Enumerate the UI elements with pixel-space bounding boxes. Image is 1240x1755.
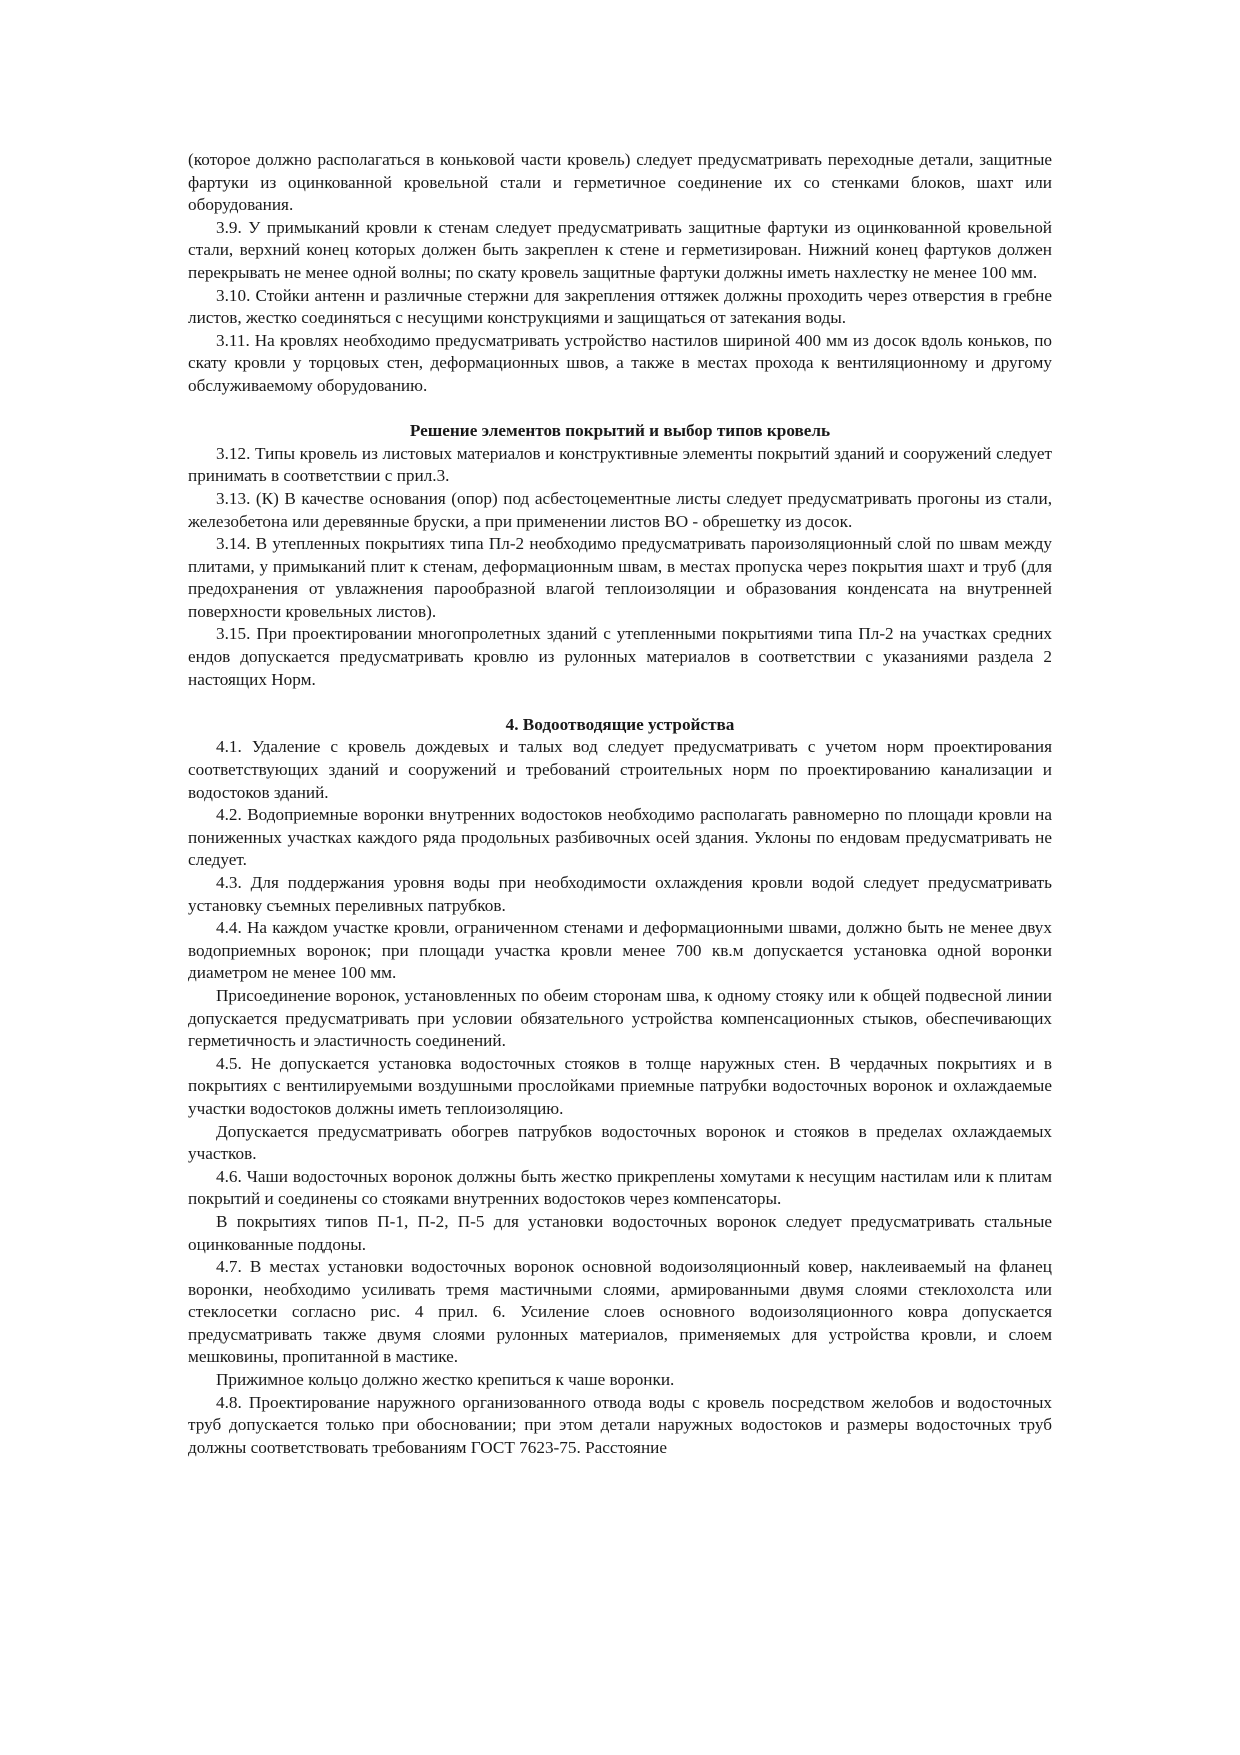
spacer: [188, 691, 1052, 714]
paragraph-4-7-continued: Прижимное кольцо должно жестко крепиться к чаше воронки.: [216, 1370, 675, 1390]
paragraph-4-4-continued: Присоединение воронок, установленных по обеим сторонам шва, к одному стояку или к общей подвесной линии допускается предусматривать при условии обязательного устройства компенсационных стыков, обеспечивающих герметичность и эластичность соединений.: [188, 985, 1052, 1051]
paragraph-4-4: 4.4. На каждом участке кровли, ограниченном стенами и деформационными швами, должно быть не менее двух водоприемных воронок; при площади участка кровли менее 700 кв.м допускается установка одной воронки диаметром не менее 100 мм.: [188, 918, 1052, 983]
paragraph: (которое должно располагаться в коньковой части кровель) следует предусматривать переходные детали, защитные фартуки из оцинкованной кровельной стали и герметичное соединение их со стенками блоков, шахт или оборудования.: [188, 150, 1052, 215]
paragraph-4-6: 4.6. Чаши водосточных воронок должны быть жестко прикреплены хомутами к несущим настилам или к плитам покрытий и соединены со стояками внутренних водостоков через компенсаторы.: [188, 1166, 1052, 1209]
paragraph-4-7: 4.7. В местах установки водосточных воронок основной водоизоляционный ковер, наклеиваемый на фланец воронки, необходимо усиливать тремя мастичными слоями, армированными двумя слоями стеклохолста или стеклосетки согласно рис. 4 прил. 6. Усиление слоев основного водоизоляционного ковра допускается предусматривать также двумя слоями рулонных материалов, применяемых для устройства кровли, и слоем мешковины, пропитанной в мастике.: [188, 1257, 1052, 1367]
paragraph-4-8: 4.8. Проектирование наружного организованного отвода воды с кровель посредством желобов и водосточных труб допускается только при обосновании; при этом детали наружных водостоков и размеры водосточных труб должны соответствовать требованиям ГОСТ 7623-75. Расстояние: [188, 1392, 1052, 1457]
spacer: [188, 398, 1052, 421]
paragraph-3-13: 3.13. (К) В качестве основания (опор) под асбестоцементные листы следует предусматривать прогоны из стали, железобетона или деревянные бруски, а при применении листов ВО - обрешетку из досок.: [188, 488, 1052, 531]
paragraph-4-6-continued: В покрытиях типов П-1, П-2, П-5 для установки водосточных воронок следует предусматривать стальные оцинкованные поддоны.: [188, 1211, 1052, 1254]
document-page: [188, 149, 1052, 1459]
paragraph-3-11: 3.11. На кровлях необходимо предусматривать устройство настилов шириной 400 мм из досок вдоль коньков, по скату кровли у торцовых стен, деформационных швов, а также в местах прохода к вентиляционному и другому обслуживаемому оборудованию.: [188, 330, 1052, 395]
paragraph-4-5-continued: Допускается предусматривать обогрев патрубков водосточных воронок и стояков в пределах охлаждаемых участков.: [188, 1121, 1052, 1164]
paragraph-4-5: 4.5. Не допускается установка водосточных стояков в толще наружных стен. В чердачных покрытиях и в покрытиях с вентилируемыми воздушными прослойками приемные патрубки водосточных воронок и охлаждаемые участки водостоков должны иметь теплоизоляцию.: [188, 1053, 1052, 1118]
paragraph-4-1: 4.1. Удаление с кровель дождевых и талых вод следует предусматривать с учетом норм проектирования соответствующих зданий и сооружений и требований строительных норм по проектированию канализации и водостоков зданий.: [188, 737, 1052, 802]
section-heading-drainage: 4. Водоотводящие устройства: [505, 714, 735, 734]
paragraph-4-2: 4.2. Водоприемные воронки внутренних водостоков необходимо располагать равномерно по площади кровли на пониженных участках каждого ряда продольных разбивочных осей здания. Уклоны по ендовам предусматривать не следует.: [188, 805, 1052, 870]
paragraph-3-9: 3.9. У примыканий кровли к стенам следует предусматривать защитные фартуки из оцинкованной кровельной стали, верхний конец которых должен быть закреплен к стене и герметизирован. Нижний конец фартуков должен перекрывать не менее одной волны; по скату кровель защитные фартуки должны иметь нахлестку не менее 100 мм.: [188, 217, 1052, 282]
paragraph-3-10: 3.10. Стойки антенн и различные стержни для закрепления оттяжек должны проходить через отверстия в гребне листов, жестко соединяться с несущими конструкциями и защищаться от затекания воды.: [188, 285, 1052, 328]
paragraph-3-14: 3.14. В утепленных покрытиях типа Пл-2 необходимо предусматривать пароизоляционный слой по швам между плитами, у примыканий плит к стенам, деформационным швам, в местах пропуска через покрытия шахт и труб (для предохранения от увлажнения парообразной влагой теплоизоляции и образования конденсата на внутренней поверхности кровельных листов).: [188, 534, 1052, 621]
paragraph-3-12: 3.12. Типы кровель из листовых материалов и конструктивные элементы покрытий зданий и сооружений следует принимать в соответствии с прил.3.: [188, 443, 1052, 486]
paragraph-3-15: 3.15. При проектировании многопролетных зданий с утепленными покрытиями типа Пл-2 на участках средних ендов допускается предусматривать кровлю из рулонных материалов в соответствии с указаниями раздела 2 настоящих Норм.: [188, 624, 1052, 689]
section-heading-roof-elements: Решение элементов покрытий и выбор типов кровель: [409, 421, 831, 441]
paragraph-4-3: 4.3. Для поддержания уровня воды при необходимости охлаждения кровли водой следует предусматривать установку съемных переливных патрубков.: [188, 873, 1052, 915]
